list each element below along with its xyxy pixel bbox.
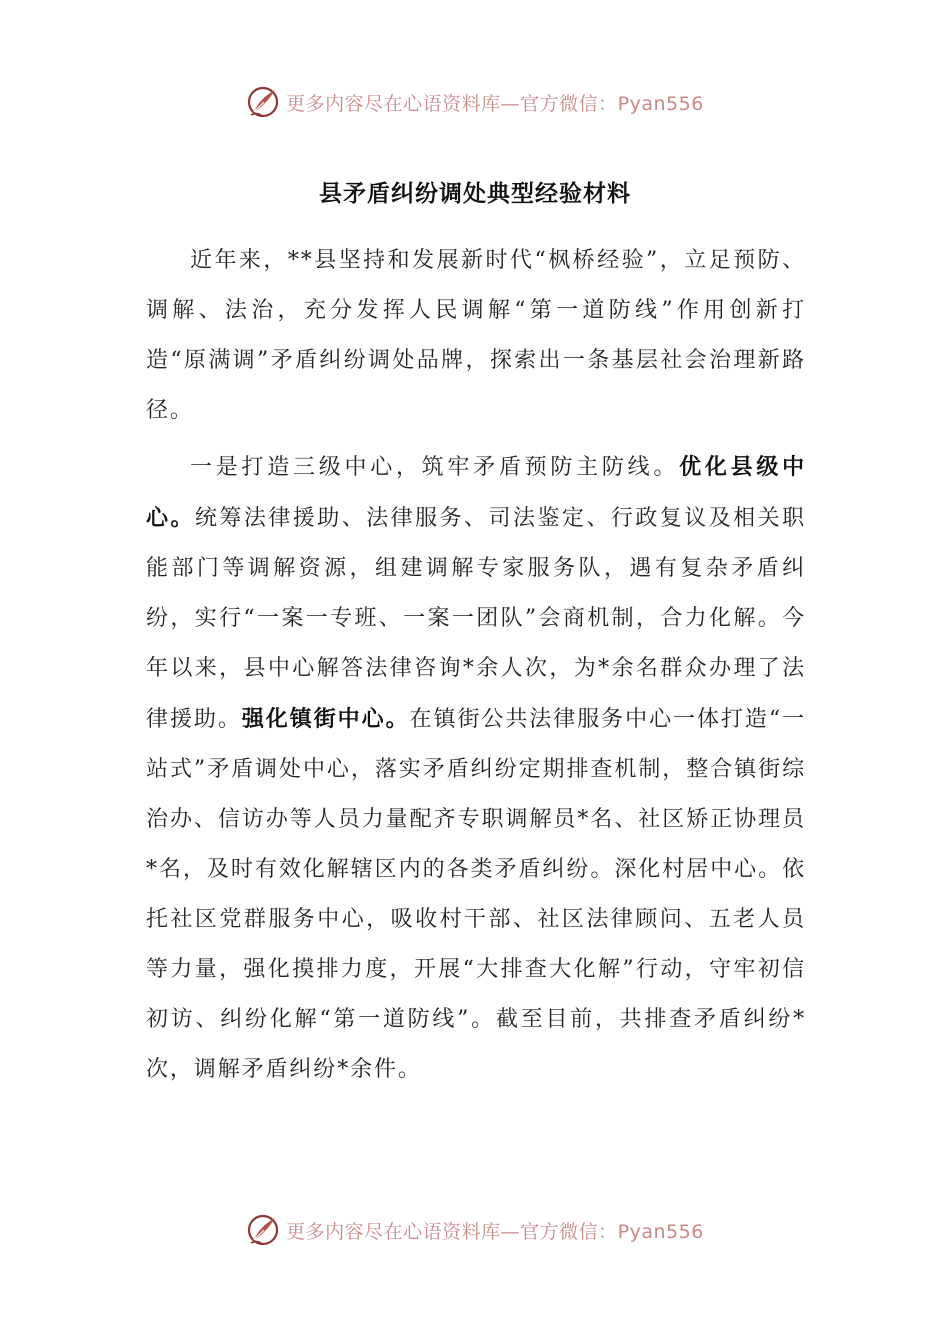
document-title: 县矛盾纠纷调处典型经验材料 (319, 180, 631, 207)
header-banner (0, 82, 950, 122)
bold-heading-town-center: 强化镇街中心。 (241, 706, 410, 732)
document-body (146, 236, 806, 1101)
banner-text: 更多内容尽在心语资料库—官方微信：Pyan556 (286, 92, 704, 115)
bold-heading-county-center: 优化县级中心。 (146, 454, 806, 531)
banner-text: 更多内容尽在心语资料库—官方微信：Pyan556 (286, 1220, 704, 1243)
paragraph-three-level-centers (146, 442, 806, 1095)
text-segment: 近年来，**县坚持和发展新时代“枫桥经验”，立足预防、调解、法治，充分发挥人民调解“第一道防线”作用创新打造“原满调”矛盾纠纷调处品牌，探索出一条基层社会治理新路径。 (146, 248, 806, 423)
text-segment: 在镇街公共法律服务中心一体打造“一站式”矛盾调处中心，落实矛盾纠纷定期排查机制，整合镇街综治办、信访办等人员力量配齐专职调解员*名、社区矫正协理员*名，及时有效化解辖区内的各类矛盾纠纷。深化村居中心。依托社区党群服务中心，吸收村干部、社区法律顾问、五老人员等力量，强化摸排力度，开展“大排查大化解”行动，守牢初信初访、纠纷化解“第一道防线”。截至目前，共排查矛盾纠纷*次，调解矛盾纠纷*余件。 (146, 707, 806, 1082)
paragraph-intro (146, 236, 806, 436)
quill-pen-seal-icon (246, 1213, 280, 1247)
banner-account: Pyan556 (617, 1220, 704, 1243)
text-segment: 一是打造三级中心，筑牢矛盾预防主防线。 (190, 455, 680, 480)
banner-account: Pyan556 (617, 92, 704, 115)
footer-banner (0, 1210, 950, 1250)
quill-pen-seal-icon (246, 85, 280, 119)
text-segment: 统筹法律援助、法律服务、司法鉴定、行政复议及相关职能部门等调解资源，组建调解专家服务队，遇有复杂矛盾纠纷，实行“一案一专班、一案一团队”会商机制，合力化解。今年以来，县中心解答法律咨询*余人次，为*余名群众办理了法律援助。 (146, 506, 806, 732)
